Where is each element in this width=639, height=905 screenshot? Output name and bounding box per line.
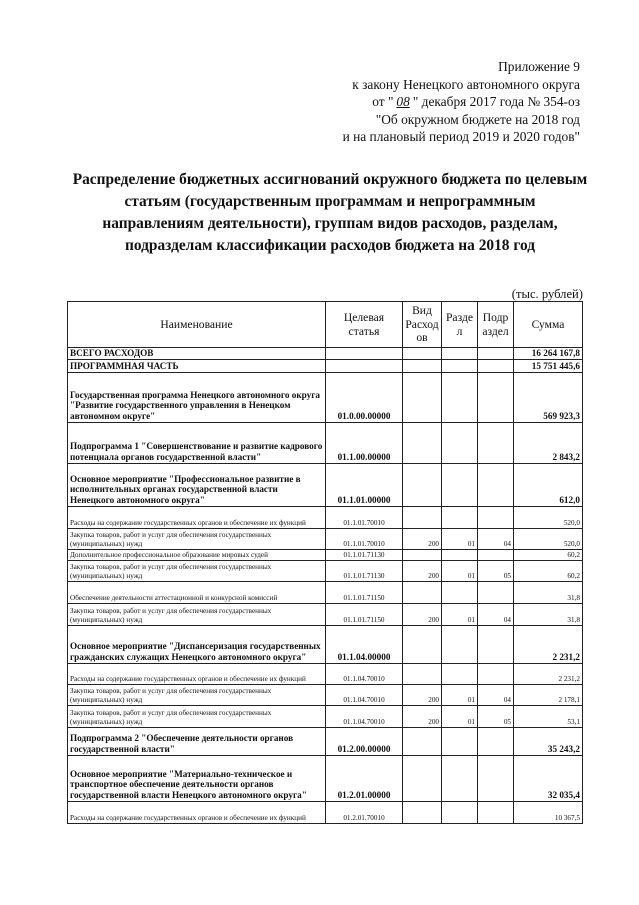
annex-law-title: "Об окружном бюджете на 2018 год	[375, 111, 580, 127]
row-kind	[403, 664, 442, 685]
row-subsection: 05	[478, 706, 514, 728]
row-target: 01.2.01.70010	[326, 802, 403, 824]
row-sum: 520,0	[514, 507, 583, 529]
table-row	[68, 464, 583, 507]
row-target: 01.1.01.70010	[326, 507, 403, 529]
annex-law-period: и на плановый период 2019 и 2020 годов"	[342, 129, 580, 145]
row-kind	[403, 582, 442, 604]
row-subsection: 04	[478, 529, 514, 550]
row-target	[326, 348, 403, 360]
table-row	[68, 550, 583, 561]
row-name: Основное мероприятие "Диспансеризация государственных гражданских служащих Ненецкого автономного округа"	[68, 626, 326, 664]
row-section	[442, 756, 478, 802]
row-subsection: 04	[478, 685, 514, 706]
row-subsection	[478, 756, 514, 802]
row-subsection	[478, 664, 514, 685]
row-target: 01.1.04.70010	[326, 664, 403, 685]
row-kind	[403, 507, 442, 529]
row-section	[442, 464, 478, 507]
row-kind	[403, 728, 442, 756]
row-name: Закупка товаров, работ и услуг для обеспечения государственных (муниципальных) нужд	[68, 706, 326, 728]
row-target: 01.1.04.00000	[326, 626, 403, 664]
header-section: Разде л	[442, 302, 478, 348]
row-kind: 200	[403, 561, 442, 582]
row-sum: 2 843,2	[514, 423, 583, 464]
row-sum: 32 035,4	[514, 756, 583, 802]
row-section	[442, 348, 478, 360]
document-title	[40, 169, 620, 257]
table-row	[68, 507, 583, 529]
row-kind	[403, 360, 442, 373]
row-name: ПРОГРАММНАЯ ЧАСТЬ	[68, 360, 326, 373]
row-kind	[403, 464, 442, 507]
annex-date-prefix: от "	[372, 94, 394, 110]
table-row	[68, 360, 583, 373]
row-target: 01.1.00.00000	[326, 423, 403, 464]
row-subsection	[478, 373, 514, 423]
table-row	[68, 664, 583, 685]
row-sum: 60,2	[514, 561, 583, 582]
row-kind	[403, 756, 442, 802]
annex-date	[343, 93, 580, 111]
table-row	[68, 728, 583, 756]
row-section	[442, 802, 478, 824]
row-section: 01	[442, 706, 478, 728]
table-row	[68, 626, 583, 664]
row-subsection	[478, 550, 514, 561]
row-kind	[403, 802, 442, 824]
row-subsection	[478, 360, 514, 373]
row-target: 01.2.00.00000	[326, 728, 403, 756]
header-sum: Сумма	[514, 302, 583, 348]
header-kind: Вид Расход ов	[403, 302, 442, 348]
row-name: Закупка товаров, работ и услуг для обеспечения государственных (муниципальных) нужд	[68, 561, 326, 582]
row-kind	[403, 423, 442, 464]
table-row	[68, 685, 583, 706]
row-sum: 10 367,5	[514, 802, 583, 824]
row-section	[442, 664, 478, 685]
row-target: 01.1.01.71150	[326, 582, 403, 604]
table-header-row	[68, 302, 583, 348]
header-target: Целевая статья	[326, 302, 403, 348]
row-subsection	[478, 507, 514, 529]
row-kind	[403, 348, 442, 360]
table-row	[68, 802, 583, 824]
row-sum: 569 923,3	[514, 373, 583, 423]
row-name: Основное мероприятие "Профессиональное развитие в исполнительных органах государственной власти Ненецкого автономного округа"	[68, 464, 326, 507]
table-row	[68, 582, 583, 604]
row-sum: 2 231,2	[514, 626, 583, 664]
units-label: (тыс. рублей)	[511, 287, 583, 301]
row-subsection	[478, 464, 514, 507]
row-target: 01.1.04.70010	[326, 685, 403, 706]
header-name: Наименование	[68, 302, 326, 348]
row-section	[442, 582, 478, 604]
row-target: 01.1.01.70010	[326, 529, 403, 550]
row-section	[442, 550, 478, 561]
row-target: 01.1.04.70010	[326, 706, 403, 728]
row-sum: 31,8	[514, 604, 583, 626]
row-sum: 612,0	[514, 464, 583, 507]
row-sum: 2 178,1	[514, 685, 583, 706]
annex-date-suffix: " декабря 2017 года № 354-оз	[412, 94, 580, 110]
row-subsection	[478, 802, 514, 824]
row-target: 01.1.01.00000	[326, 464, 403, 507]
row-kind: 200	[403, 604, 442, 626]
row-kind: 200	[403, 529, 442, 550]
row-name: Закупка товаров, работ и услуг для обеспечения государственных (муниципальных) нужд	[68, 685, 326, 706]
row-sum: 2 231,2	[514, 664, 583, 685]
row-target: 01.1.01.71130	[326, 550, 403, 561]
table-row	[68, 706, 583, 728]
row-name: Закупка товаров, работ и услуг для обеспечения государственных (муниципальных) нужд	[68, 529, 326, 550]
table-row	[68, 348, 583, 360]
row-section: 01	[442, 685, 478, 706]
row-section: 01	[442, 529, 478, 550]
annex-date-handwritten-day: 08	[396, 94, 410, 110]
row-section	[442, 728, 478, 756]
table-row	[68, 529, 583, 550]
row-kind	[403, 550, 442, 561]
row-name: Расходы на содержание государственных органов и обеспечение их функций	[68, 507, 326, 529]
row-section	[442, 373, 478, 423]
annex-reference	[343, 58, 580, 146]
row-kind: 200	[403, 706, 442, 728]
row-section: 01	[442, 604, 478, 626]
row-name: Государственная программа Ненецкого автономного округа "Развитие государственного управления в Ненецком автономном округе"	[68, 373, 326, 423]
row-subsection	[478, 728, 514, 756]
row-name: ВСЕГО РАСХОДОВ	[68, 348, 326, 360]
row-target: 01.0.00.00000	[326, 373, 403, 423]
row-target: 01.1.01.71150	[326, 604, 403, 626]
row-section	[442, 626, 478, 664]
row-name: Подпрограмма 1 "Совершенствование и развитие кадрового потенциала органов государственной власти"	[68, 423, 326, 464]
row-section	[442, 360, 478, 373]
row-sum: 31,8	[514, 582, 583, 604]
row-subsection	[478, 626, 514, 664]
table-row	[68, 561, 583, 582]
row-subsection: 04	[478, 604, 514, 626]
table-row	[68, 604, 583, 626]
row-section	[442, 507, 478, 529]
row-name: Расходы на содержание государственных органов и обеспечение их функций	[68, 664, 326, 685]
row-sum: 15 751 445,6	[514, 360, 583, 373]
row-name: Закупка товаров, работ и услуг для обеспечения государственных (муниципальных) нужд	[68, 604, 326, 626]
row-name: Обеспечение деятельности аттестационной и конкурсной комиссий	[68, 582, 326, 604]
table-row	[68, 373, 583, 423]
row-target: 01.1.01.71130	[326, 561, 403, 582]
table-row	[68, 756, 583, 802]
title-line-2: статьям (государственным программам и непрограммным	[124, 193, 536, 210]
title-line-4: подразделам классификации расходов бюджета на 2018 год	[125, 237, 535, 254]
row-name: Расходы на содержание государственных органов и обеспечение их функций	[68, 802, 326, 824]
row-kind	[403, 373, 442, 423]
header-subsection: Подр аздел	[478, 302, 514, 348]
row-name: Дополнительное профессиональное образование мировых судей	[68, 550, 326, 561]
row-subsection: 05	[478, 561, 514, 582]
row-target	[326, 360, 403, 373]
row-sum: 53,1	[514, 706, 583, 728]
title-line-1: Распределение бюджетных ассигнований окружного бюджета по целевым	[72, 171, 588, 188]
row-sum: 520,0	[514, 529, 583, 550]
row-section	[442, 423, 478, 464]
row-subsection	[478, 348, 514, 360]
row-kind	[403, 626, 442, 664]
row-sum: 60,2	[514, 550, 583, 561]
row-section: 01	[442, 561, 478, 582]
row-subsection	[478, 582, 514, 604]
row-name: Основное мероприятие "Материально-техническое и транспортное обеспечение деятельности органов государственной власти Ненецкого автономного округа"	[68, 756, 326, 802]
annex-law: к закону Ненецкого автономного округа	[352, 76, 580, 92]
table-row	[68, 423, 583, 464]
row-kind: 200	[403, 685, 442, 706]
budget-table	[67, 301, 583, 824]
row-target: 01.2.01.00000	[326, 756, 403, 802]
row-sum: 16 264 167,8	[514, 348, 583, 360]
row-sum: 35 243,2	[514, 728, 583, 756]
title-line-3: направлениям деятельности), группам видов расходов, разделам,	[102, 215, 558, 232]
row-subsection	[478, 423, 514, 464]
annex-number: Приложение 9	[498, 59, 580, 74]
row-name: Подпрограмма 2 "Обеспечение деятельности органов государственной власти"	[68, 728, 326, 756]
